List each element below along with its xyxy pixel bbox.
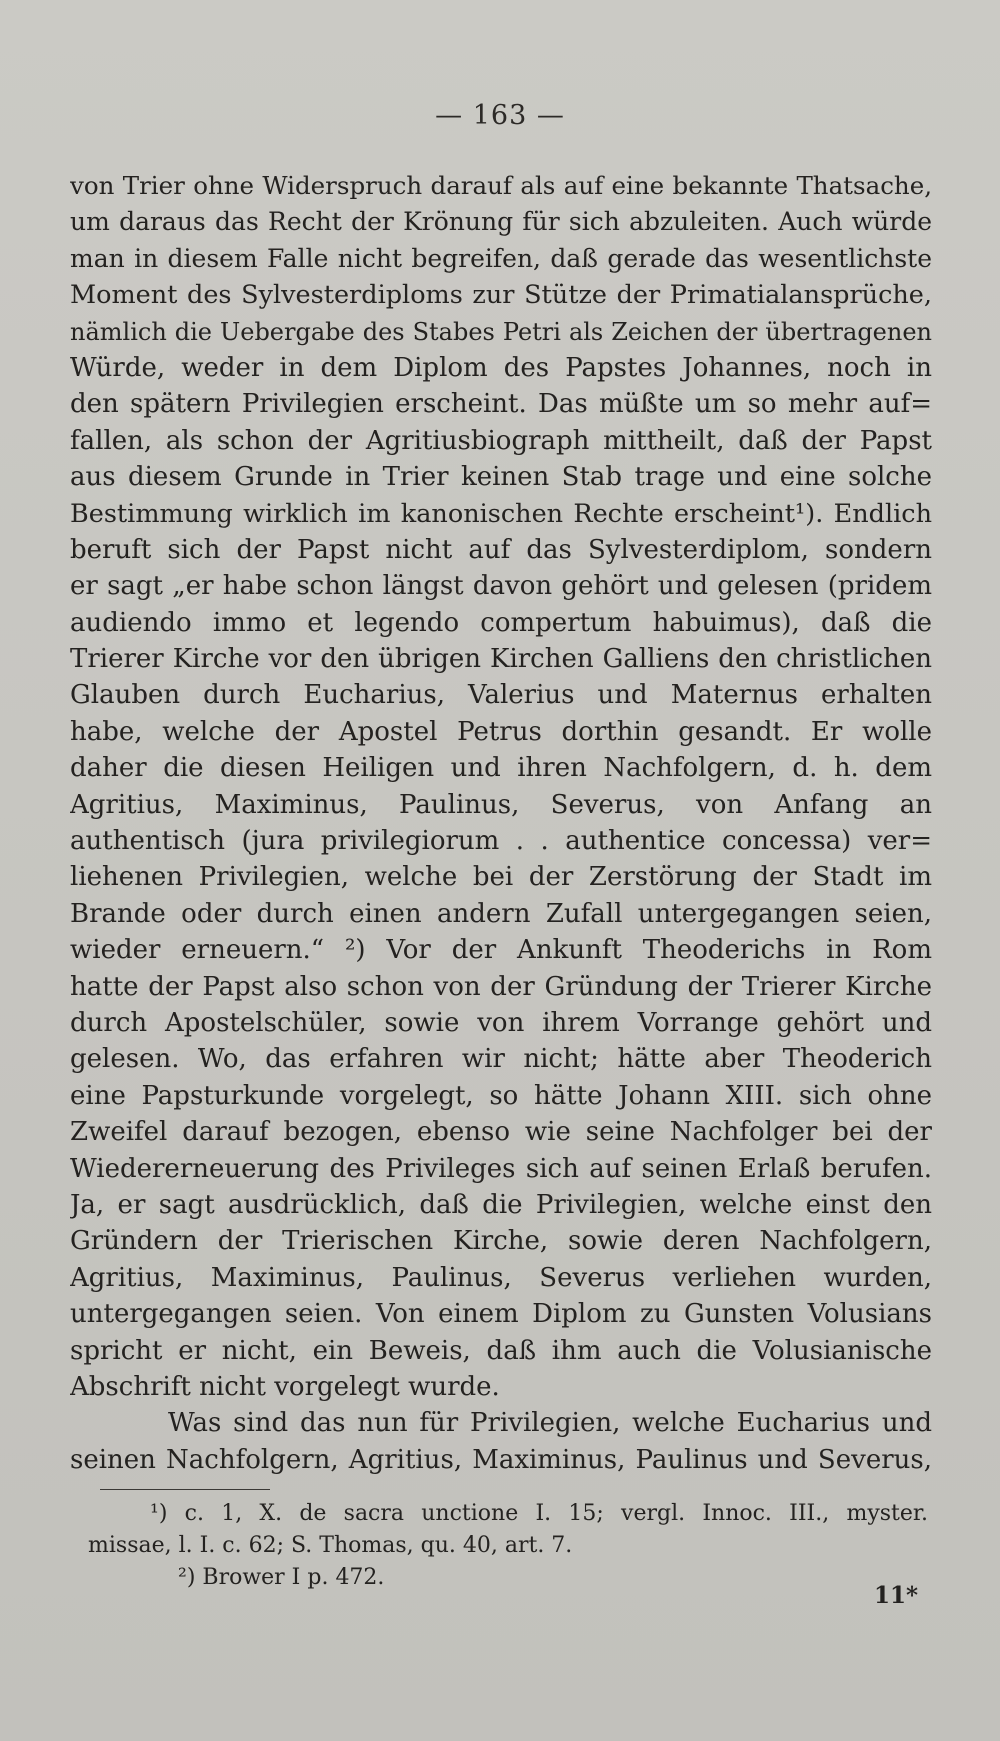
text-line: habe, welche der Apostel Petrus dorthin gesandt. Er wolle — [70, 716, 932, 747]
text-line: beruft sich der Papst nicht auf das Sylvesterdiplom, sondern — [70, 534, 932, 565]
text-line: wieder erneuern.“ ²) Vor der Ankunft Theoderichs in Rom — [70, 935, 932, 966]
text-line: man in diesem Falle nicht begreifen, daß gerade das wesentlichste — [70, 243, 932, 273]
text-line: Bestimmung wirklich im kanonischen Rechte erscheint¹). Endlich — [70, 498, 932, 529]
paragraph-end-line: Abschrift nicht vorgelegt wurde. — [70, 1371, 500, 1402]
text-line: liehenen Privilegien, welche bei der Zerstörung der Stadt im — [70, 862, 932, 893]
main-text-block — [70, 168, 932, 1478]
text-line: untergegangen seien. Von einem Diplom zu Gunsten Volusians — [70, 1299, 932, 1330]
text-line: Brande oder durch einen andern Zufall untergegangen seien, — [70, 898, 932, 929]
footnote-1: ¹) c. 1, X. de sacra unctione I. 15; vergl. Innoc. III., myster. — [150, 1501, 928, 1526]
text-line: nämlich die Uebergabe des Stabes Petri als Zeichen der übertragenen — [70, 317, 932, 346]
text-line: er sagt „er habe schon längst davon gehört und gelesen (pridem — [70, 571, 932, 602]
text-line: audiendo immo et legendo compertum habuimus), daß die — [70, 607, 932, 638]
text-line: Trierer Kirche vor den übrigen Kirchen Galliens den christlichen — [70, 644, 932, 675]
text-line: hatte der Papst also schon von der Gründung der Trierer Kirche — [70, 971, 932, 1002]
text-line: aus diesem Grunde in Trier keinen Stab trage und eine solche — [70, 462, 932, 493]
signature-mark: 11* — [873, 1582, 918, 1609]
text-line: spricht er nicht, ein Beweis, daß ihm auch die Volusianische — [70, 1335, 932, 1366]
text-line: durch Apostelschüler, sowie von ihrem Vorrange gehört und — [70, 1007, 932, 1038]
footnotes-block — [88, 1498, 928, 1594]
text-line: Agritius, Maximinus, Paulinus, Severus verliehen wurden, — [70, 1262, 932, 1293]
footnote-divider — [100, 1489, 270, 1490]
text-line: Ja, er sagt ausdrücklich, daß die Privilegien, welche einst den — [70, 1189, 932, 1220]
text-line: seinen Nachfolgern, Agritius, Maximinus, Paulinus und Severus, — [70, 1444, 932, 1475]
text-line: fallen, als schon der Agritiusbiograph mittheilt, daß der Papst — [70, 425, 932, 456]
paragraph-start-line: Was sind das nun für Privilegien, welche Eucharius und — [168, 1408, 932, 1439]
text-line: eine Papsturkunde vorgelegt, so hätte Johann XIII. sich ohne — [70, 1080, 932, 1111]
text-line: Agritius, Maximinus, Paulinus, Severus, von Anfang an — [70, 789, 932, 820]
text-line: gelesen. Wo, das erfahren wir nicht; hätte aber Theoderich — [70, 1044, 932, 1075]
text-line: authentisch (jura privilegiorum . . authentice concessa) ver= — [70, 826, 932, 857]
text-line: daher die diesen Heiligen und ihren Nachfolgern, d. h. dem — [70, 753, 932, 784]
text-line: Moment des Sylvesterdiploms zur Stütze der Primatialansprüche, — [70, 280, 932, 311]
text-line: den spätern Privilegien erscheint. Das müßte um so mehr auf= — [70, 389, 932, 420]
text-line: Glauben durch Eucharius, Valerius und Maternus erhalten — [70, 680, 932, 711]
footnote-2: ²) Brower I p. 472. — [178, 1565, 385, 1590]
page-number-header: — 163 — — [435, 100, 565, 131]
text-line: um daraus das Recht der Krönung für sich abzuleiten. Auch würde — [70, 207, 932, 237]
text-line: Wiedererneuerung des Privileges sich auf seinen Erlaß berufen. — [70, 1153, 932, 1184]
text-line: von Trier ohne Widerspruch darauf als auf eine bekannte Thatsache, — [70, 171, 932, 200]
text-line: Zweifel darauf bezogen, ebenso wie seine Nachfolger bei der — [70, 1117, 932, 1148]
text-line: Würde, weder in dem Diplom des Papstes Johannes, noch in — [70, 352, 932, 383]
footnote-1-continuation: missae, l. I. c. 62; S. Thomas, qu. 40, art. 7. — [88, 1533, 573, 1558]
text-line: Gründern der Trierischen Kirche, sowie deren Nachfolgern, — [70, 1226, 932, 1257]
